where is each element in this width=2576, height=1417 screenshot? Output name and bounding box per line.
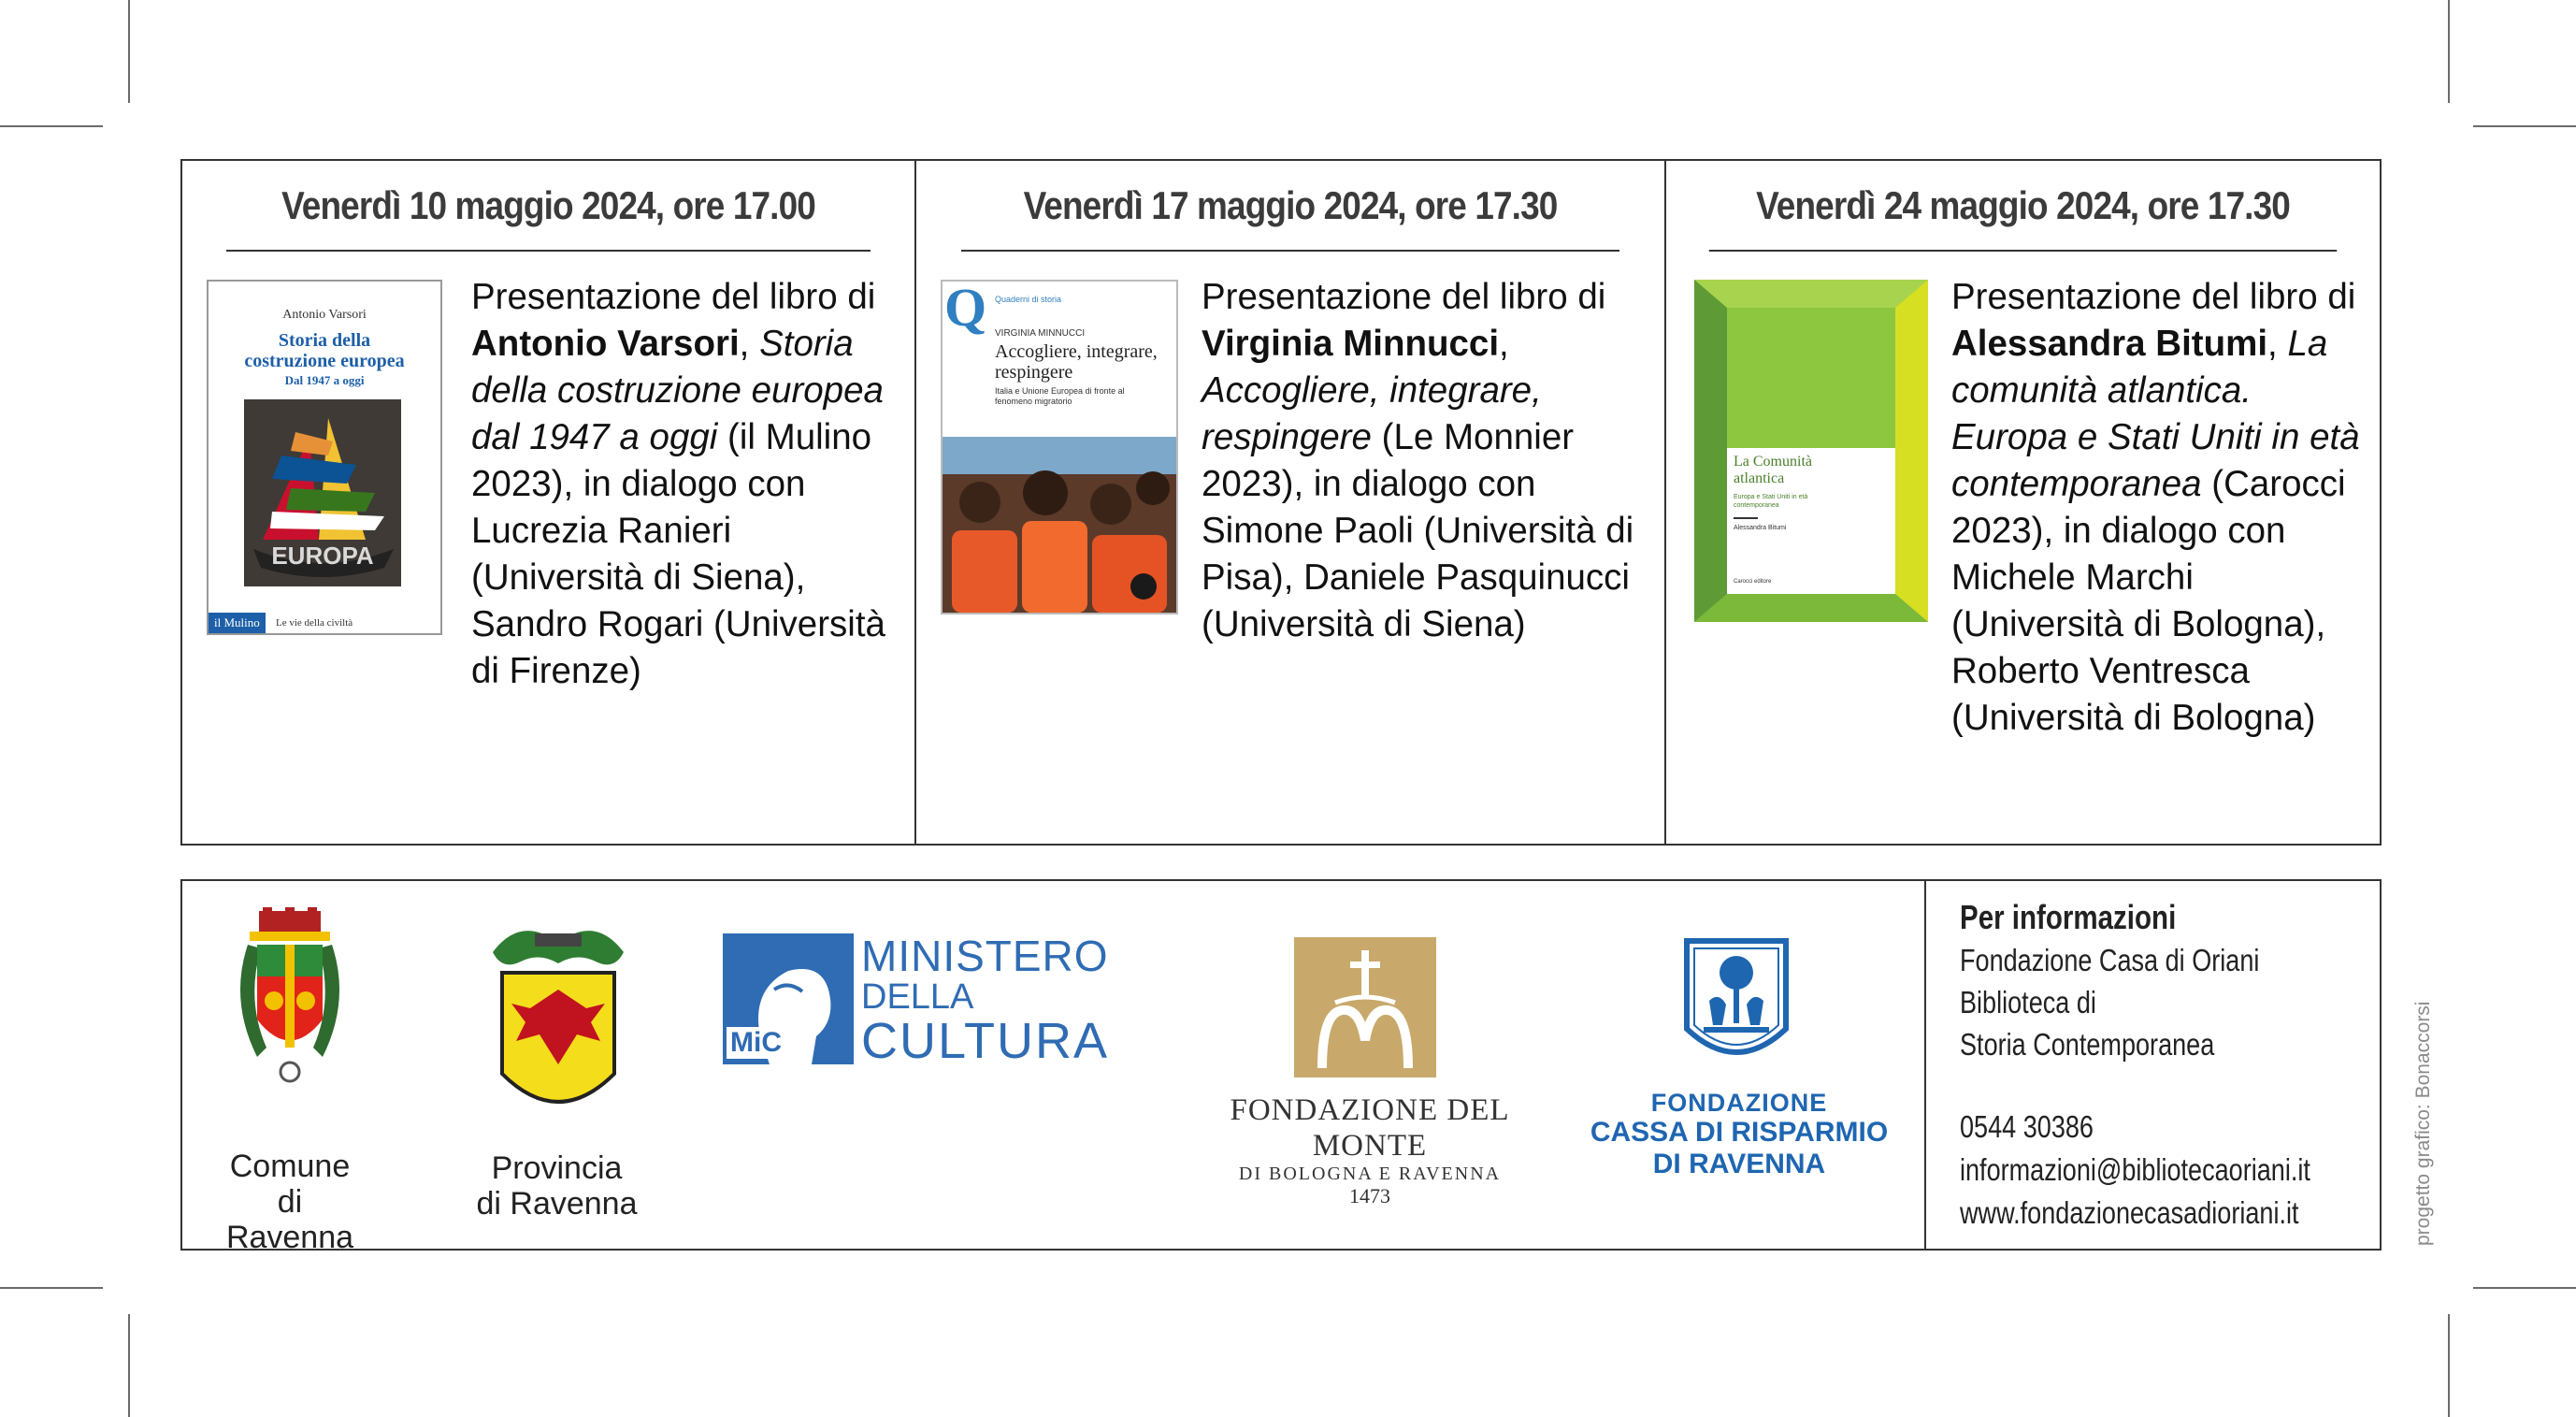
description-text: Presentazione del libro di <box>1951 277 2356 317</box>
event-column <box>1664 161 2380 844</box>
cover-author: Alessandra Bitumi <box>1734 525 1787 531</box>
cover-series: Quaderni di storia <box>995 295 1062 304</box>
event-description <box>1202 274 1641 648</box>
provincia-ravenna-crest-icon <box>474 915 642 1130</box>
comune-caption <box>215 1149 365 1255</box>
caption-line: 1473 <box>1349 1184 1390 1207</box>
info-heading: Per informazioni <box>1960 898 2177 936</box>
ministero-cultura-logo <box>723 932 1134 1069</box>
description-text: , <box>2267 324 2288 364</box>
cover-author: VIRGINIA MINNUCCI <box>995 328 1086 339</box>
cover-poster-word: EUROPA <box>271 542 374 570</box>
cover-subtitle: Italia e Unione Europea di fronte al fenomeno migratorio <box>995 386 1125 406</box>
cover-publisher: il Mulino <box>209 613 266 633</box>
event-description <box>471 274 897 695</box>
cover-series: Le vie della civiltà <box>276 617 353 629</box>
cover-title: atlantica <box>1734 470 1785 486</box>
description-text: (il Mulino 2023), in dialogo con Lucrezia Ranieri (Università di Siena), Sandro Rogari (Università di Firenze) <box>471 417 885 691</box>
event-column <box>182 161 914 844</box>
book-title: La comunità atlantica. Europa e Stati Uniti in età contemporanea <box>1951 324 2360 504</box>
ministero-line2: DELLA <box>861 977 974 1017</box>
crop-mark <box>2448 1314 2450 1417</box>
description-text: , <box>739 324 760 364</box>
book-title: Accogliere, integrare, respingere <box>1202 370 1542 457</box>
event-date: Venerdì 24 maggio 2024, ore 17.30 <box>1709 161 2337 252</box>
book-cover-varsori <box>207 280 442 635</box>
book-author: Alessandra Bitumi <box>1951 324 2268 364</box>
cover-author: Antonio Varsori <box>282 308 367 322</box>
sponsors-panel <box>180 879 2382 1255</box>
info-email-link[interactable]: informazioni@bibliotecaoriani.it <box>1960 1152 2310 1187</box>
ministero-line3: CULTURA <box>861 1013 1110 1069</box>
contact-info <box>1924 881 2382 1249</box>
cover-subtitle: Europa e Stati Uniti in età contemporanea <box>1734 494 1808 509</box>
event-description <box>1951 274 2372 742</box>
caption-line: FONDAZIONE DEL MONTE <box>1230 1093 1510 1163</box>
fondazione-cassa-caption <box>1585 1089 1893 1180</box>
book-author: Antonio Varsori <box>471 324 740 364</box>
provincia-caption <box>475 1150 639 1222</box>
info-website-link[interactable]: www.fondazionecasadioriani.it <box>1960 1195 2299 1230</box>
cover-title: respingere <box>995 362 1073 383</box>
cover-art <box>1694 280 1928 622</box>
crop-mark <box>2473 1287 2576 1289</box>
caption-line: FONDAZIONE <box>1650 1089 1828 1117</box>
book-title: Storia della costruzione europea dal 1947 a oggi <box>471 324 884 457</box>
caption-line: CASSA DI RISPARMIO <box>1590 1117 1889 1148</box>
cover-photo <box>943 437 1176 613</box>
cover-title: La Comunità <box>1734 454 1812 470</box>
caption-line: Provincia <box>491 1150 623 1186</box>
crop-mark <box>2473 125 2576 127</box>
info-organization: Storia Contemporanea <box>1960 1027 2215 1062</box>
book-cover-minnucci <box>941 280 1178 615</box>
cover-series-letter: Q <box>944 280 987 338</box>
caption-line: DI RAVENNA <box>1652 1149 1826 1179</box>
info-phone[interactable]: 0544 30386 <box>1960 1109 2094 1144</box>
fondazione-monte-caption <box>1183 1092 1557 1208</box>
event-schedule <box>180 159 2382 846</box>
cover-publisher-bar <box>209 613 440 633</box>
crop-mark <box>0 1287 103 1289</box>
book-cover-bitumi <box>1694 280 1928 622</box>
design-credit: progetto grafico: Bonaccorsi <box>2412 1001 2434 1246</box>
event-column <box>914 161 1664 844</box>
crop-mark <box>128 1314 130 1417</box>
info-organization: Biblioteca di <box>1960 985 2096 1019</box>
caption-line: di Ravenna <box>225 1184 354 1255</box>
ministero-line1: MINISTERO <box>861 932 1109 980</box>
caption-line: di Ravenna <box>476 1186 638 1222</box>
event-date: Venerdì 17 maggio 2024, ore 17.30 <box>961 161 1619 252</box>
cover-title: costruzione europea <box>244 351 405 371</box>
cover-title: Accogliere, integrare, <box>995 341 1158 362</box>
crop-mark <box>2448 0 2450 103</box>
book-author: Virginia Minnucci <box>1202 324 1500 364</box>
description-text: Presentazione del libro di <box>1202 277 1606 317</box>
fondazione-monte-emblem-icon <box>1294 937 1436 1077</box>
description-text: Presentazione del libro di <box>471 277 876 317</box>
event-date: Venerdì 10 maggio 2024, ore 17.00 <box>226 161 871 252</box>
comune-ravenna-crest-icon <box>229 907 351 1085</box>
cover-subtitle: Dal 1947 a oggi <box>284 373 365 387</box>
fondazione-cassa-shield-icon <box>1681 935 1792 1072</box>
description-text: (Carocci 2023), in dialogo con Michele Marchi (Università di Bologna), Roberto Ventresca (Università di Bologna) <box>1951 464 2346 738</box>
cover-publisher: Carocci editore <box>1734 579 1772 585</box>
description-text: , <box>1499 324 1509 364</box>
description-text: (Le Monnier 2023), in dialogo con Simone Paoli (Università di Pisa), Daniele Pasquinucci (Università di Siena) <box>1202 417 1634 644</box>
crop-mark <box>128 0 130 103</box>
cover-divider <box>1734 517 1758 519</box>
mic-badge: MiC <box>727 1027 785 1059</box>
cover-poster <box>244 399 401 586</box>
info-organization: Fondazione Casa di Oriani <box>1960 943 2260 977</box>
cover-title: Storia della <box>278 330 371 351</box>
caption-line: Comune <box>229 1149 351 1184</box>
crop-mark <box>0 125 103 127</box>
caption-line: DI BOLOGNA E RAVENNA <box>1238 1164 1502 1184</box>
